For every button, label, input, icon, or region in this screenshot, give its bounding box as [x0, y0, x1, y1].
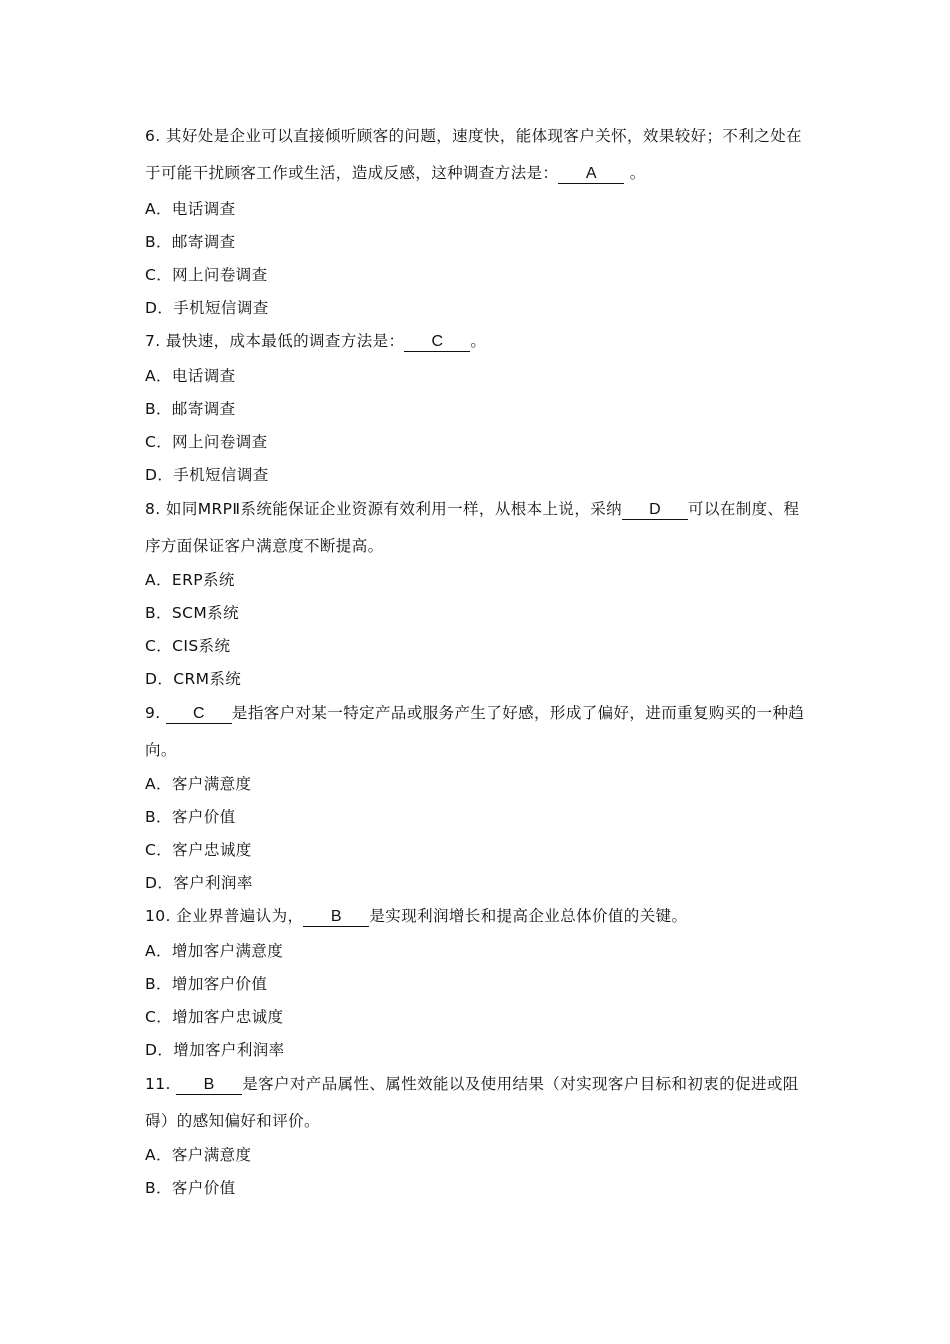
question-9	[145, 695, 815, 769]
question-stem: 8. 如同MRPⅡ系统能保证企业资源有效利用一样，从根本上说，采纳	[145, 500, 623, 518]
answer-blank: B	[303, 908, 369, 927]
option-a: A．增加客户满意度	[145, 942, 284, 960]
option-d: D．增加客户利润率	[145, 1041, 285, 1059]
question-stem: 9.	[145, 704, 166, 722]
answer-blank: A	[558, 165, 624, 184]
question-8	[145, 491, 815, 565]
option-c: C．增加客户忠诚度	[145, 1008, 284, 1026]
option-b: B．增加客户价值	[145, 975, 268, 993]
option-d: D．手机短信调查	[145, 466, 269, 484]
option-b: B．客户价值	[145, 808, 236, 826]
question-stem-end: 是客户对产品属性、属性效能以及使用结果（对实现客户目标和初衷的促进或阻碍）的感知偏好和评价。	[145, 1075, 799, 1130]
option-c: C．网上问卷调查	[145, 266, 268, 284]
answer-blank: D	[622, 501, 688, 520]
question-10	[145, 898, 815, 935]
question-stem: 11.	[145, 1075, 177, 1093]
answer-blank: C	[166, 705, 232, 724]
option-a: A．客户满意度	[145, 775, 252, 793]
option-d: D．客户利润率	[145, 874, 253, 892]
option-b: B．邮寄调查	[145, 233, 236, 251]
answer-blank: C	[404, 333, 470, 352]
option-a: A．电话调查	[145, 200, 236, 218]
question-stem-end: 是实现利润增长和提高企业总体价值的关键。	[369, 907, 688, 925]
option-b: B．邮寄调查	[145, 400, 236, 418]
question-stem-end: 可以在制度、程序方面保证客户满意度不断提高。	[145, 500, 800, 555]
option-a: A．ERP系统	[145, 571, 235, 589]
question-stem: 7. 最快速，成本最低的调查方法是：	[145, 332, 405, 350]
question-stem: 6. 其好处是企业可以直接倾听顾客的问题，速度快，能体现客户关怀，效果较好；不利之处在于可能干扰顾客工作或生活，造成反感，这种调查方法是：	[145, 127, 802, 182]
question-stem: 10. 企业界普遍认为，	[145, 907, 304, 925]
option-c: C．网上问卷调查	[145, 433, 268, 451]
option-b: B．SCM系统	[145, 604, 239, 622]
option-a: A．客户满意度	[145, 1146, 252, 1164]
question-6	[145, 118, 815, 192]
option-c: C．CIS系统	[145, 637, 231, 655]
option-d: D．手机短信调查	[145, 299, 269, 317]
question-stem-end: 是指客户对某一特定产品或服务产生了好感，形成了偏好，进而重复购买的一种趋向。	[145, 704, 805, 759]
question-stem-end: 。	[624, 164, 646, 182]
question-stem-end: 。	[470, 332, 487, 350]
question-11	[145, 1066, 815, 1140]
option-d: D．CRM系统	[145, 670, 242, 688]
option-a: A．电话调查	[145, 367, 236, 385]
option-c: C．客户忠诚度	[145, 841, 252, 859]
answer-blank: B	[176, 1076, 242, 1095]
question-7	[145, 323, 815, 360]
option-b: B．客户价值	[145, 1179, 236, 1197]
